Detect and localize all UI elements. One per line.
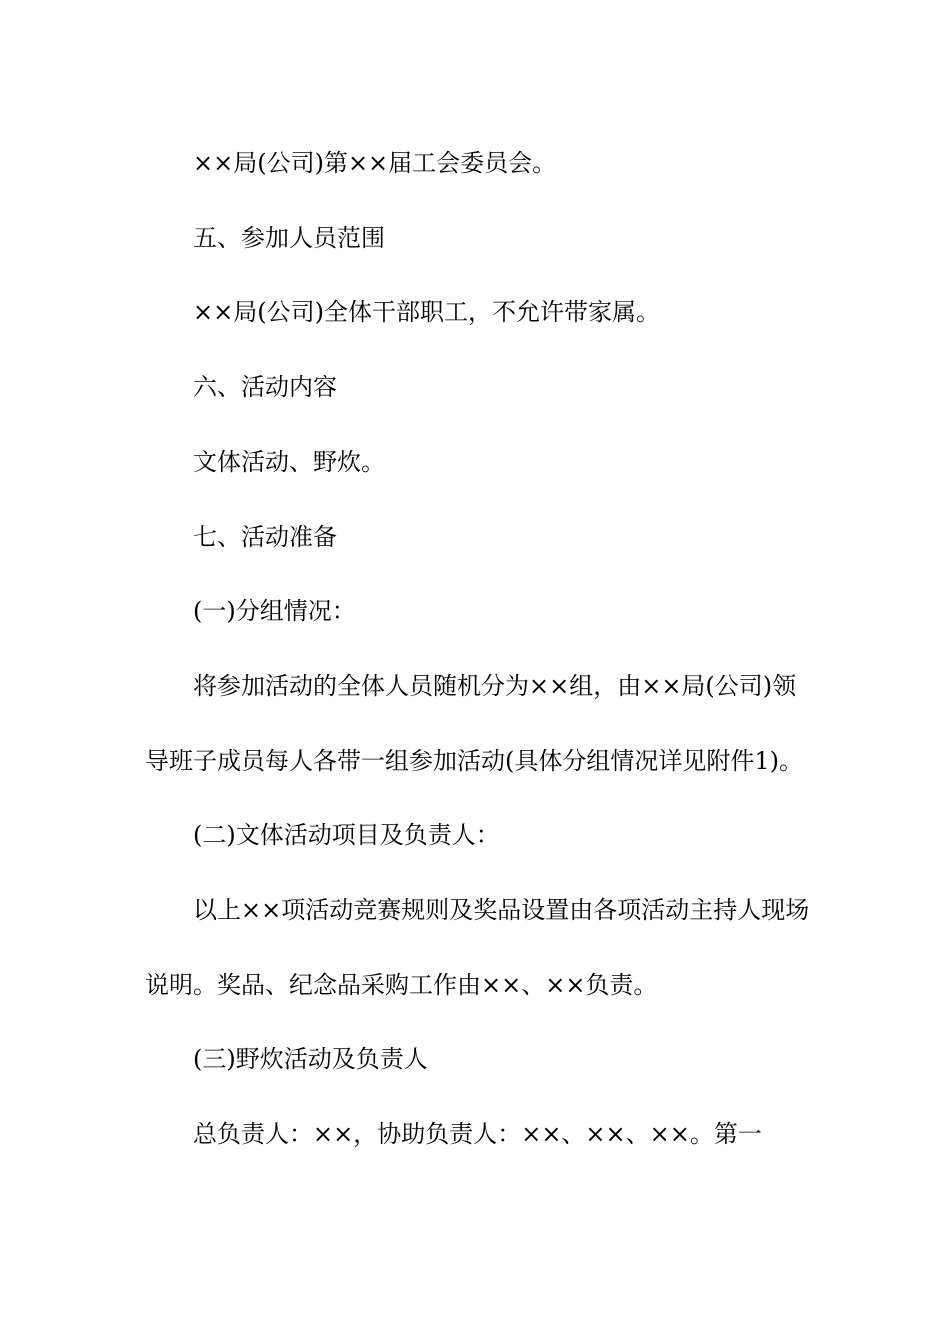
subheading-sports-activities: (二)文体活动项目及负责人： <box>193 821 500 850</box>
paragraph-activity-content: 文体活动、野炊。 <box>193 447 385 476</box>
paragraph-sports-activities: 以上××项活动竞赛规则及奖品设置由各项活动主持人现场说明。奖品、纪念品采购工作由××、××负责。 <box>145 896 810 999</box>
subheading-picnic: (三)野炊活动及负责人 <box>193 1045 428 1074</box>
paragraph-committee: ××局(公司)第××届工会委员会。 <box>193 149 557 177</box>
paragraph-participants: ××局(公司)全体干部职工，不允许带家属。 <box>193 298 660 327</box>
heading-activity-content: 六、活动内容 <box>193 373 337 402</box>
paragraph-grouping: 将参加活动的全体人员随机分为××组，由××局(公司)领导班子成员每人各带一组参加活动(具体分组情况详见附件1)。 <box>145 671 803 775</box>
subheading-grouping: (一)分组情况： <box>193 597 356 626</box>
paragraph-picnic: 总负责人：××，协助负责人：××、××、××。第一 <box>193 1120 762 1149</box>
heading-activity-preparation: 七、活动准备 <box>193 522 337 551</box>
document-body <box>145 126 810 1172</box>
heading-participants-scope: 五、参加人员范围 <box>193 223 385 252</box>
